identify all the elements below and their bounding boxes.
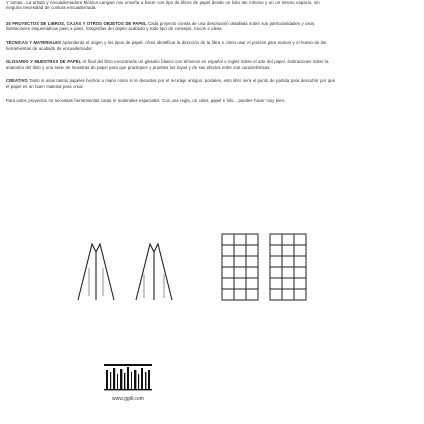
paragraph-text: Para estos proyectos no necesitas herramientas caras ni materiales especiales. Con una regla, un cúter, papel e hilo... puedes hacer muy bien.	[6, 97, 286, 103]
paragraph-text: Tanto si usas tantos papeles hechos a mano como si te decantas por el reciclaje antiguo, postales, esto libro será el punto de partida para descubrir por qué el papel es un buen material para crear.	[6, 78, 335, 89]
paragraph-text: Al final del libro encontrarás un glosario básico con términos en español e inglés sobre el arte del papel, ilustraciones sobre la anatomía del libro y una serie de muestras de papel para que practiques y pruebes los tuyos y de sus efectos entre sus características.	[6, 59, 329, 70]
description-column	[6, 0, 336, 111]
intro-paragraph	[6, 0, 336, 11]
paragraph-text: Cada proyecto consta de una descripción detallada sobre sus particularidades y usos, ilustraciones esquemáticas paso a paso, fotografías del objeto acabado y todo tipo de consejos, trucos e ideas.	[6, 20, 316, 32]
grid-box-icon	[268, 232, 308, 302]
grid-box-icon	[220, 232, 260, 302]
barcode-logo-icon	[102, 360, 154, 392]
paragraph-closing	[6, 98, 336, 104]
paragraph-lead: 25 PROYECTOS DE LIBROS, CAJAS Y OTROS OBJETOS DE PAPEL	[6, 20, 147, 26]
open-book-icon	[132, 238, 176, 302]
publisher-url[interactable]: www.ggili.com	[112, 396, 144, 402]
paragraph-techniques	[6, 40, 336, 51]
paragraph-text: Aprenderás el origen y los tipos de papel, cómo identificar la dirección de la fibra o cómo usar el punzón para marcar y el hueso de las herramientas de acabado de encuadernador.	[6, 40, 327, 51]
paragraph-lead: TÉCNICAS Y MATERIALES	[6, 40, 61, 45]
paragraph-lead: GLOSARIO Y MUESTRAS DE PAPEL	[6, 59, 82, 65]
paragraph-glossary	[6, 59, 336, 70]
illustrations	[74, 232, 310, 308]
paragraph-projects	[6, 21, 336, 32]
paragraph-lead: CREATIVO	[6, 78, 28, 84]
paragraph-creative	[6, 78, 336, 89]
publisher-logo	[88, 360, 168, 410]
open-book-icon	[74, 238, 118, 302]
intro-text: Y tomas.. La artista y encuadernadora Mónica Langwe nos enseña a hacer con tipo de libros de papel desde un folio tan mínimo y en un mismo espacio, sin ninguna necesidad de costura encuadernada.	[6, 0, 320, 11]
